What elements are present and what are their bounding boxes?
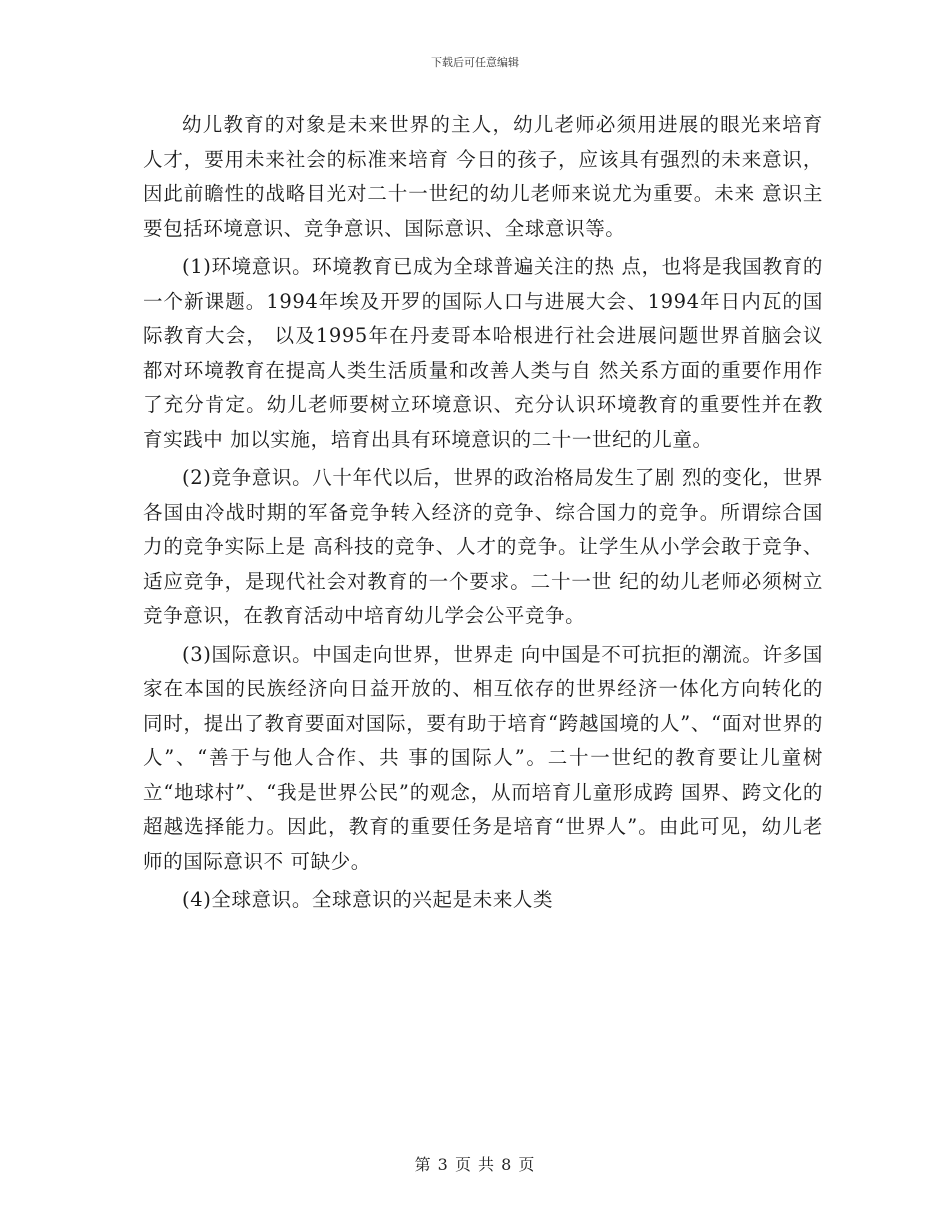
- page-header: 下载后可任意编辑: [431, 56, 519, 69]
- paragraph-competition-awareness: (2)竞争意识。八十年代以后，世界的政治格局发生了剧 烈的变化，世界各国由冷战时期的军备竞争转入经济的竞争、综合国力的竞争。所谓综合国力的竞争实际上是 高科技的竞争、人才的竞争。让学生从小学会敢于竞争、适应竞争，是现代社会对教育的一个要求。二十一世 纪的幼儿老师必须树立竞争意识，在教育活动中培育幼儿学会公平竞争。: [143, 466, 823, 627]
- paragraph-environment-awareness: (1)环境意识。环境教育已成为全球普遍关注的热 点，也将是我国教育的一个新课题。1994年埃及开罗的国际人口与进展大会、1994年日内瓦的国际教育大会， 以及1995年在丹麦哥本哈根进行社会进展问题世界首脑会议都对环境教育在提高人类生活质量和改善人类与自 然关系方面的重要作用作了充分肯定。幼儿老师要树立环境意识、充分认识环境教育的重要性并在教育实践中 加以实施，培育出具有环境意识的二十一世纪的儿童。: [143, 255, 823, 451]
- page-footer: 第 3 页 共 8 页: [414, 1155, 536, 1174]
- paragraph-global-awareness: (4)全球意识。全球意识的兴起是未来人类: [182, 888, 554, 911]
- paragraph-intro: 幼儿教育的对象是未来世界的主人，幼儿老师必须用进展的眼光来培育人才，要用未来社会的标准来培育 今日的孩子，应该具有强烈的未来意识，因此前瞻性的战略目光对二十一世纪的幼儿老师来说尤为重要。未来 意识主要包括环境意识、竞争意识、国际意识、全球意识等。: [143, 113, 823, 240]
- paragraph-international-awareness: (3)国际意识。中国走向世界，世界走 向中国是不可抗拒的潮流。许多国家在本国的民族经济向日益开放的、相互依存的世界经济一体化方向转化的 同时，提出了教育要面对国际，要有助于培育“跨越国境的人”、“面对世界的人”、“善于与他人合作、共 事的国际人”。二十一世纪的教育要让儿童树立“地球村”、“我是世界公民”的观念，从而培育儿童形成跨 国界、跨文化的超越选择能力。因此，教育的重要任务是培育“世界人”。由此可见，幼儿老师的国际意识不 可缺少。: [143, 642, 823, 873]
- document-body: [143, 108, 823, 922]
